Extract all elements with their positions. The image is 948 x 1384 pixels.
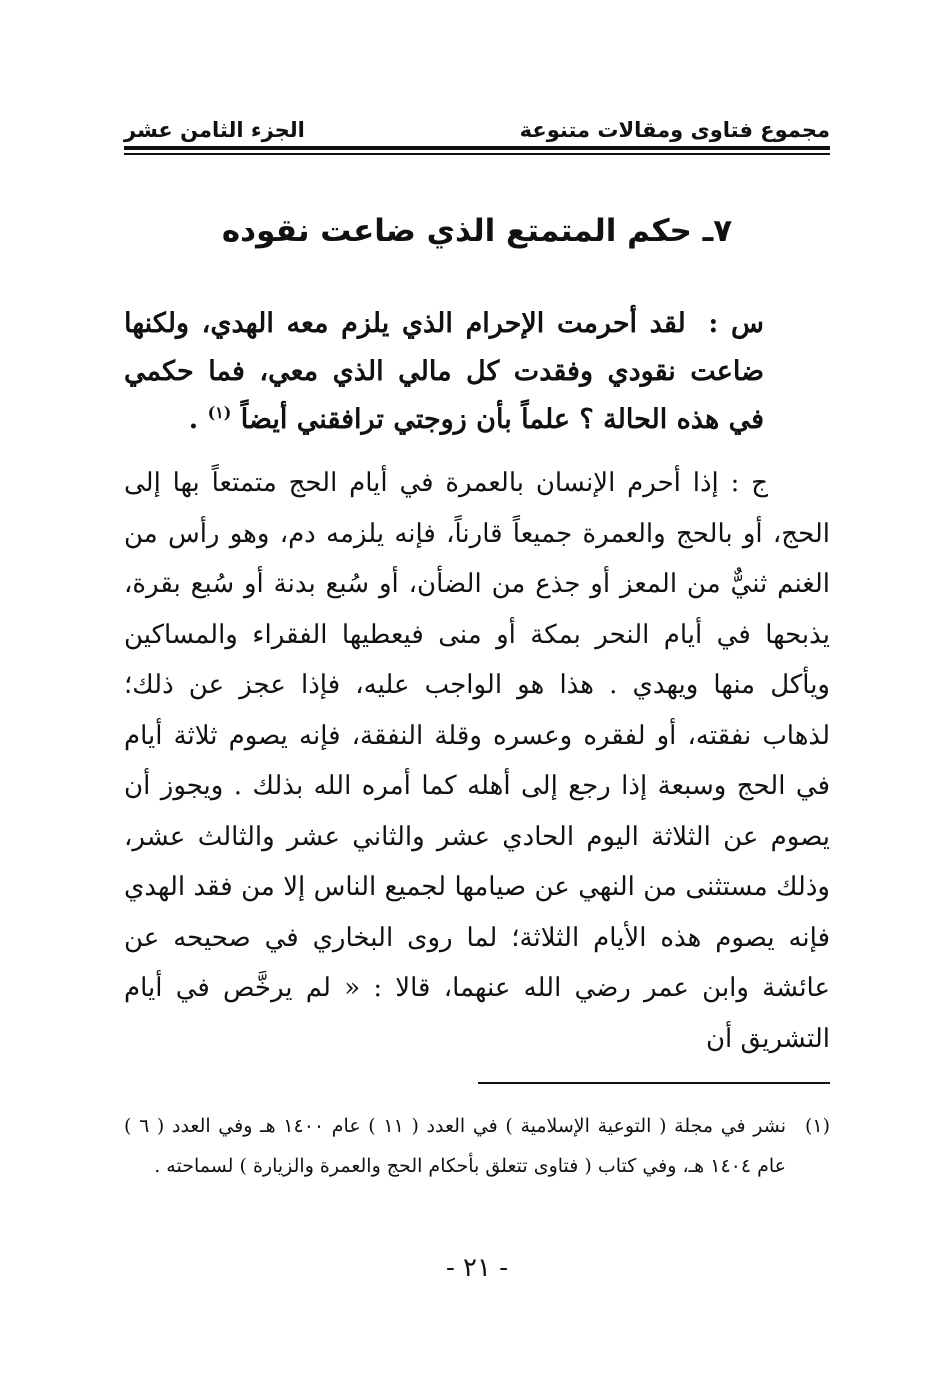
question-prefix: س : (708, 308, 764, 339)
running-header (124, 108, 830, 142)
question-paragraph (124, 300, 764, 444)
question-end: . (188, 404, 199, 435)
footnote-rule (478, 1082, 830, 1084)
footnote-reference: (١) (207, 403, 232, 422)
answer-prefix: ج : (730, 468, 769, 498)
book-title: مجموع فتاوى ومقالات متنوعة (519, 118, 830, 142)
page-number: - ٢١ - (445, 1253, 509, 1283)
volume-label: الجزء الثامن عشر (124, 118, 305, 142)
answer-text: إذا أحرم الإنسان بالعمرة في أيام الحج متمتعاً بها إلى الحج، أو بالحج والعمرة جميعاً قارناً، فإنه يلزمه دم، وهو رأس من الغنم ثنيٌّ من المعز أو جذع من الضأن، أو سُبع بدنة أو سُبع بقرة، يذبحها في أيام النحر بمكة أو منى فيعطيها الفقراء والمساكين ويأكل منها ويهدي . هذا هو الواجب عليه، فإذا عجز عن ذلك؛ لذهاب نفقته، أو لفقره وعسره وقلة النفقة، فإنه يصوم ثلاثة أيام في الحج وسبعة إذا رجع إلى أهله كما أمره الله بذلك . ويجوز أن يصوم عن الثلاثة اليوم الحادي عشر والثاني عشر والثالث عشر، وذلك مستثنى من النهي عن صيامها لجميع الناس إلا من فقد الهدي فإنه يصوم هذه الأيام الثلاثة؛ لما روى البخاري في صحيحه عن عائشة وابن عمر رضي الله عنهما، قالا : « لم يرخَّص في أيام التشريق أن (124, 468, 830, 1054)
footnote-number: (١) (804, 1115, 830, 1137)
footnote (124, 1106, 830, 1186)
question-text: لقد أحرمت الإحرام الذي يلزم معه الهدي، ولكنها ضاعت نقودي وفقدت كل مالي الذي معي، فما حكمي في هذه الحالة ؟ علماً بأن زوجتي ترافقني أيضاً (124, 308, 764, 435)
header-rule-thin (124, 153, 830, 155)
answer-paragraph (124, 458, 830, 1064)
header-rule-thick (124, 146, 830, 150)
footnote-text: نشر في مجلة ( التوعية الإسلامية ) في العدد ( ١١ ) عام ١٤٠٠ هـ وفي العدد ( ٦ ) عام ١٤٠٤ هـ، وفي كتاب ( فتاوى تتعلق بأحكام الحج والعمرة والزيارة ) لسماحته . (124, 1115, 787, 1177)
article-title: ٧ـ حكم المتمتع الذي ضاعت نقوده (221, 213, 733, 249)
